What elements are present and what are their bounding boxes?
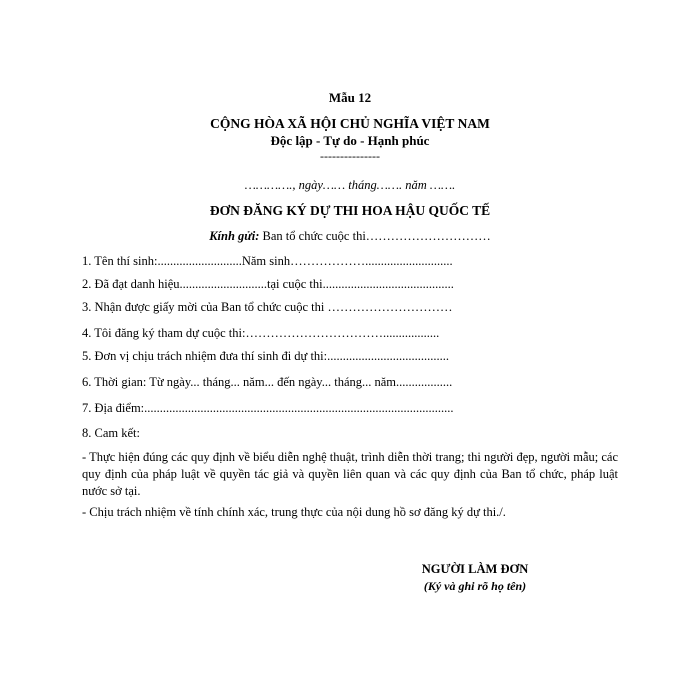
field-invitation: 3. Nhận được giấy mời của Ban tổ chức cuộc thi ………………………… (82, 300, 453, 314)
field-competition: 4. Tôi đăng ký tham dự cuộc thi:…………………………….................. (82, 326, 440, 340)
field-location: 7. Địa điểm:................................................................................................... (82, 401, 454, 415)
form-number: Mẫu 12 (328, 90, 372, 105)
country-name: CỘNG HÒA XÃ HỘI CHỦ NGHĨA VIỆT NAM (210, 116, 490, 131)
recipient-line (0, 229, 700, 244)
field-commitment-heading: 8. Cam kết: (82, 426, 140, 440)
field-time: 6. Thời gian: Từ ngày... tháng... năm... đến ngày... tháng... năm.................. (82, 375, 453, 389)
signature-title: NGƯỜI LÀM ĐƠN (421, 562, 529, 576)
commitment-paragraph: - Thực hiện đúng các quy định về biểu diễn nghệ thuật, trình diễn thời trang; thi người đẹp, người mẫu; các quy định của pháp luật về quyền tác giả và quyền liên quan và các quy định của Ban tổ chức, pháp luật nước sở tại. (82, 450, 618, 498)
signature-note: (Ký và ghi rõ họ tên) (423, 579, 527, 593)
national-motto: Độc lập - Tự do - Hạnh phúc (270, 133, 430, 148)
date-line: …………., ngày…… tháng……. năm ……. (244, 178, 456, 192)
commitment-paragraph: - Chịu trách nhiệm về tính chính xác, trung thực của nội dung hồ sơ đăng ký dự thi./. (82, 505, 506, 519)
field-title-achieved: 2. Đã đạt danh hiệu............................tại cuộc thi.......................................... (82, 277, 454, 291)
document-title: ĐƠN ĐĂNG KÝ DỰ THI HOA HẬU QUỐC TẾ (209, 203, 491, 218)
motto-separator: --------------- (320, 149, 380, 163)
recipient-label: Kính gửi: (209, 229, 260, 243)
field-contestant-name: 1. Tên thí sinh:...........................Năm sinh………………............................ (82, 254, 453, 268)
field-responsible-unit: 5. Đơn vị chịu trách nhiệm đưa thí sinh đi dự thi:....................................... (82, 349, 450, 363)
recipient-value: Ban tổ chức cuộc thi………………………… (259, 229, 491, 243)
